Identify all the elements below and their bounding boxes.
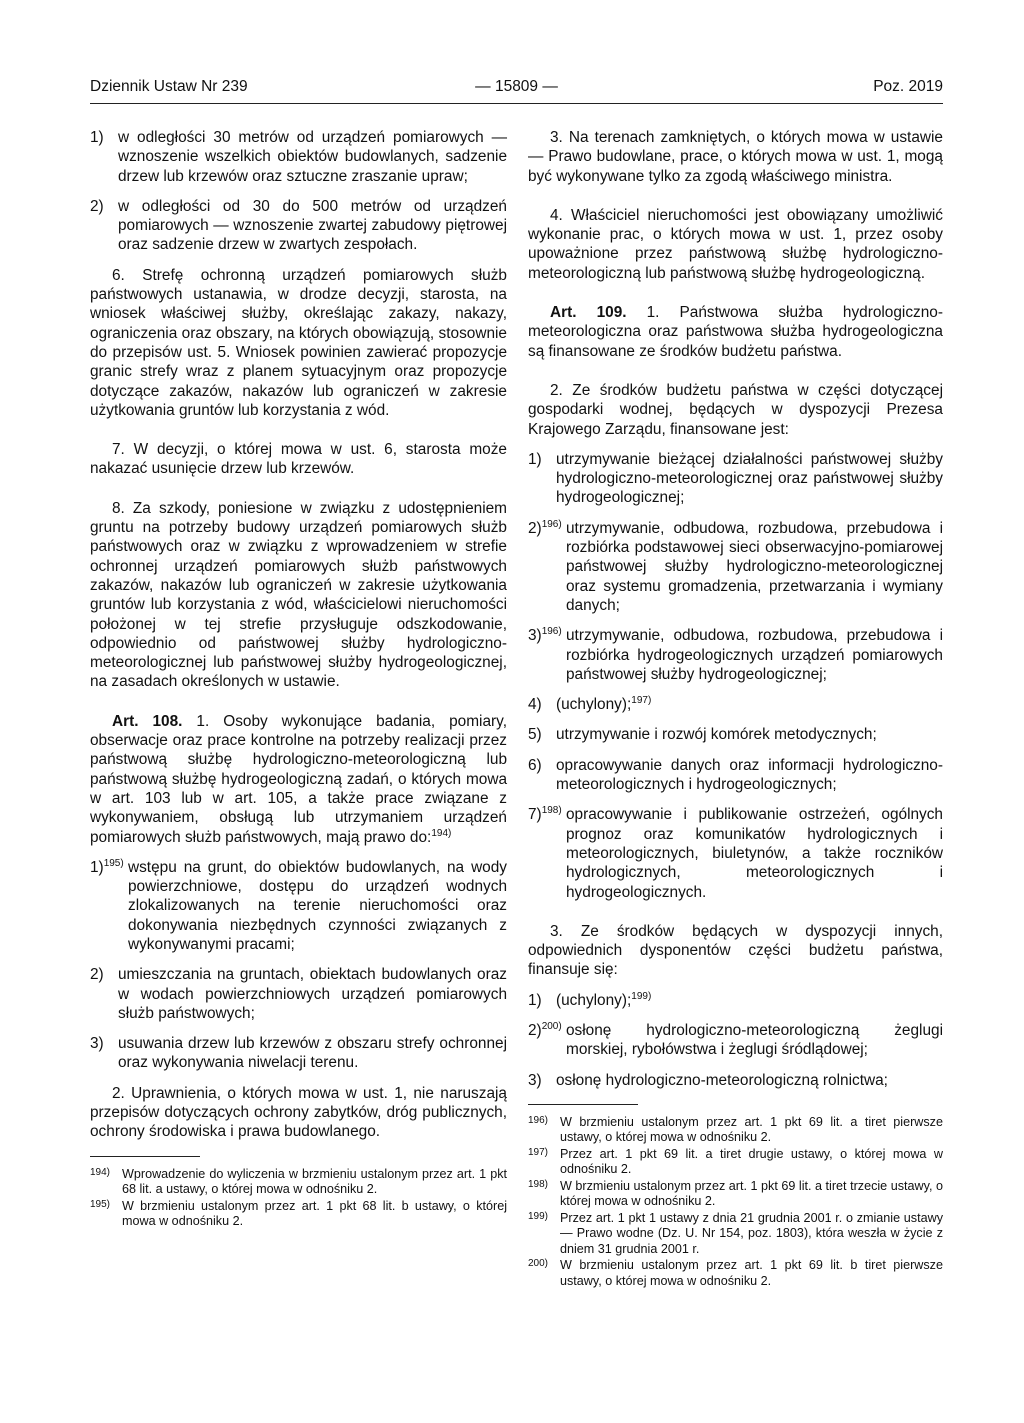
footnote-ref: 199) <box>631 990 652 1002</box>
item-number: 5) <box>528 726 542 744</box>
footnote-ref: 196) <box>541 518 562 530</box>
footnote-number: 199) <box>528 1210 549 1222</box>
item-text: usuwania drzew lub krzewów z obszaru strefy ochronnej oraz wykonywania niwelacji terenu. <box>118 1035 507 1072</box>
footnote-number: 195) <box>90 1198 111 1210</box>
item-text: utrzymywanie bieżącej działalności państwowej służby hydrologiczno-meteorologicznej oraz państwowej służby hydrogeologicznej; <box>556 450 943 507</box>
item-number: 1) <box>90 129 104 146</box>
header-rule <box>90 103 943 104</box>
item-number: 7)$^{198)}$ <box>528 805 562 824</box>
item-text: opracowywanie danych oraz informacji hydrologiczno-meteorologicznych i hydrogeologicznych; <box>556 756 943 794</box>
item-text: osłonę hydrologiczno-meteorologiczną rolnictwa; <box>556 1071 888 1089</box>
footnote-number: 194) <box>90 1166 111 1178</box>
position-number: Poz. 2019 <box>873 78 943 95</box>
list-item <box>90 965 507 1023</box>
item-text: wstępu na grunt, do obiektów budowlanych, na wody powierzchniowe, dostępu do urządzeń wodnych zlokalizowanych na terenie nieruchomości oraz dokonywania niezbędnych czynności związanych z wykonywanymi pracami; <box>128 858 507 953</box>
item-number: 2)$^{200)}$ <box>528 1020 562 1039</box>
list-item <box>528 1071 943 1090</box>
item-number: 2) <box>90 197 104 215</box>
article-109 <box>528 303 943 361</box>
item-text: (uchylony); <box>556 696 632 714</box>
item-text: w odległości 30 metrów od urządzeń pomiarowych — wznoszenie wszelkich obiektów budowlanych, sadzenie drzew lub krzewów oraz sztuczne zraszanie upraw; <box>118 129 507 185</box>
list-item <box>90 197 507 255</box>
item-number: 1)$^{195)}$ <box>90 857 124 876</box>
footnote <box>528 1211 943 1258</box>
article-label: Art. 108. <box>112 712 183 730</box>
list-item <box>90 858 507 954</box>
paragraph: 6. Strefę ochronną urządzeń pomiarowych służb państwowych ustanawia, w drodze decyzji, starosta, na wniosek właściwej służby, określając zakazy, nakazy, ograniczenia oraz obszary, na których obowiązują, stosownie do przepisów ust. 5. Wniosek powinien zawierać propozycje granic strefy wraz z planem sytuacyjnym oraz propozycje dotyczące zakazów, nakazów lub ograniczeń w zakresie użytkowania gruntów lub korzystania z wód. <box>90 266 507 419</box>
footnote-ref: 195) <box>103 857 124 869</box>
footnote-text: W brzmieniu ustalonym przez art. 1 pkt 69 lit. b tiret pierwsze ustawy, o której mowa w odnośniku 2. <box>560 1258 943 1288</box>
footnote-ref: 194) <box>431 827 452 839</box>
footnote-number: 198) <box>528 1178 549 1190</box>
footnote <box>90 1199 507 1230</box>
item-text: osłonę hydrologiczno-meteorologiczną żeglugi morskiej, rybołówstwa i żeglugi śródlądowej; <box>566 1021 943 1059</box>
item-number: 3) <box>90 1035 104 1053</box>
list-item <box>528 991 943 1010</box>
item-number: 2)$^{196)}$ <box>528 518 562 537</box>
paragraph: 7. W decyzji, o której mowa w ust. 6, starosta może nakazać usunięcie drzew lub krzewów. <box>90 441 507 478</box>
paragraph: 2. Ze środków budżetu państwa w części dotyczącej gospodarki wodnej, będących w dyspozycji Prezesa Krajowego Zarządu, finansowane jest: <box>528 381 943 438</box>
item-number: 3) <box>528 1071 542 1089</box>
item-number: 6) <box>528 756 542 774</box>
item-text: w odległości od 30 do 500 metrów od urządzeń pomiarowych — wznoszenie zwartej zabudowy piętrowej oraz sadzenie drzew w zwartych zespołach. <box>118 197 507 254</box>
item-number: 1) <box>528 991 542 1009</box>
list-item <box>528 626 943 684</box>
footnote-text: Przez art. 1 pkt 1 ustawy z dnia 21 grudnia 2001 r. o zmianie ustawy — Prawo wodne (Dz. U. Nr 154, poz. 1803), która weszła w życie z dniem 31 grudnia 2001 r. <box>560 1210 943 1256</box>
footnote-text: W brzmieniu ustalonym przez art. 1 pkt 68 lit. b ustawy, o której mowa w odnośniku 2. <box>122 1198 507 1229</box>
list-item <box>528 725 943 744</box>
footnote-text: Przez art. 1 pkt 69 lit. a tiret drugie ustawy, o której mowa w odnośniku 2. <box>560 1146 943 1177</box>
article-text: 1. Państwowa służba hydrologiczno-meteorologiczna oraz państwowa służba hydrogeologiczna są finansowane ze środków budżetu państwa. <box>528 304 943 360</box>
footnote-ref: 197) <box>631 695 652 706</box>
journal-title: Dziennik Ustaw Nr 239 <box>90 78 248 95</box>
list-item <box>528 1021 943 1060</box>
item-text: (uchylony); <box>556 991 632 1009</box>
list-item <box>528 450 943 508</box>
left-column <box>90 128 507 1230</box>
paragraph: 8. Za szkody, poniesione w związku z udostępnieniem gruntu na potrzeby budowy urządzeń pomiarowych służb państwowych oraz w związku z wprowadzeniem w strefie ochronnej urządzeń pomiarowych służb państwowych zakazów, nakazów lub ograniczeń w zakresie użytkowania gruntów lub korzystania z wód, właścicielowi nieruchomości położonej w tej strefie przysługuje odszkodowanie, odpowiednio od państwowej służby hydrologiczno-meteorologicznej lub państwowej służby hydrogeologicznej, na zasadach określonych w ustawie. <box>90 499 507 691</box>
footnote-text: W brzmieniu ustalonym przez art. 1 pkt 69 lit. a tiret pierwsze ustawy, o której mowa w odnośniku 2. <box>560 1114 943 1145</box>
footnote-rule <box>528 1104 638 1105</box>
item-number: 2) <box>90 966 104 984</box>
footnote <box>528 1147 943 1178</box>
item-text: opracowywanie i publikowanie ostrzeżeń, ogólnych prognoz oraz komunikatów hydrologicznych i meteorologicznych, biuletynów, a także roczników hydrologicznych, meteorologicznych i hydrogeologicznych. <box>566 806 943 901</box>
footnote-number: 197) <box>528 1146 549 1158</box>
paragraph: 3. Na terenach zamkniętych, o których mowa w ustawie — Prawo budowlane, prace, o których mowa w ust. 1, mogą być wykonywane tylko za zgodą właściwego ministra. <box>528 129 943 185</box>
footnote-number: 196) <box>528 1114 549 1126</box>
list-item <box>90 128 507 186</box>
list-item <box>528 695 943 714</box>
page-number: — 15809 — <box>475 78 558 95</box>
footnote-number: 200) <box>528 1258 549 1270</box>
list-item <box>90 1034 507 1073</box>
footnote-text: Wprowadzenie do wyliczenia w brzmieniu ustalonym przez art. 1 pkt 68 lit. a ustawy, o której mowa w odnośniku 2. <box>122 1166 507 1197</box>
right-column <box>528 128 943 1289</box>
article-108 <box>90 712 507 847</box>
page-header <box>90 78 943 102</box>
item-text: utrzymywanie, odbudowa, rozbudowa, przebudowa i rozbiórka podstawowej sieci obserwacyjno-pomiarowej państwowej służby hydrologiczno-meteorologicznej oraz systemu gromadzenia, przetwarzania i wymiany danych; <box>566 519 943 614</box>
footnote-rule <box>90 1156 200 1157</box>
item-text: umieszczania na gruntach, obiektach budowlanych oraz w wodach powierzchniowych urządzeń pomiarowych służb państwowych; <box>118 966 507 1022</box>
footnote-text: W brzmieniu ustalonym przez art. 1 pkt 69 lit. a tiret trzecie ustawy, o której mowa w odnośniku 2. <box>560 1178 943 1209</box>
item-number: 1) <box>528 450 542 468</box>
list-item <box>528 519 943 615</box>
article-text: 1. Osoby wykonujące badania, pomiary, obserwacje oraz prace kontrolne na potrzeby realizacji przez państwową służbę hydrologiczno-meteorologiczną lub państwową służbę hydrogeologiczną zadań, o których mowa w art. 103 lub w art. 105, a także prace związane z wykonywaniem, obsługą lub utrzymaniem urządzeń pomiarowych służb państwowych, mają prawo do: <box>90 712 507 846</box>
paragraph: 4. Właściciel nieruchomości jest obowiązany umożliwić wykonanie prac, o których mowa w ust. 1, przez osoby upoważnione przez państwową służbę hydrologiczno-meteorologiczną lub państwową służbę hydrogeologiczną. <box>528 206 943 282</box>
item-text: utrzymywanie i rozwój komórek metodycznych; <box>556 726 877 744</box>
item-number: 3)$^{196)}$ <box>528 626 562 645</box>
paragraph: 2. Uprawnienia, o których mowa w ust. 1, nie naruszają przepisów dotyczących ochrony zabytków, dróg publicznych, ochrony środowiska i prawa budowlanego. <box>90 1084 507 1141</box>
list-item <box>528 805 943 901</box>
footnote <box>528 1258 943 1289</box>
footnote-ref: 200) <box>541 1020 562 1032</box>
list-item <box>528 756 943 795</box>
footnote-ref: 196) <box>541 626 562 638</box>
item-number: 4) <box>528 696 542 714</box>
article-label: Art. 109. <box>550 304 627 322</box>
footnote-ref: 198) <box>541 805 562 817</box>
paragraph: 3. Ze środków będących w dyspozycji innych, odpowiednich dysponentów części budżetu państwa, finansuje się: <box>528 922 943 979</box>
item-text: utrzymywanie, odbudowa, rozbudowa, przebudowa i rozbiórka hydrogeologicznych urządzeń pomiarowych państwowej służby hydrogeologicznej; <box>566 627 943 683</box>
footnote <box>528 1179 943 1210</box>
footnote <box>528 1115 943 1146</box>
footnote <box>90 1167 507 1198</box>
